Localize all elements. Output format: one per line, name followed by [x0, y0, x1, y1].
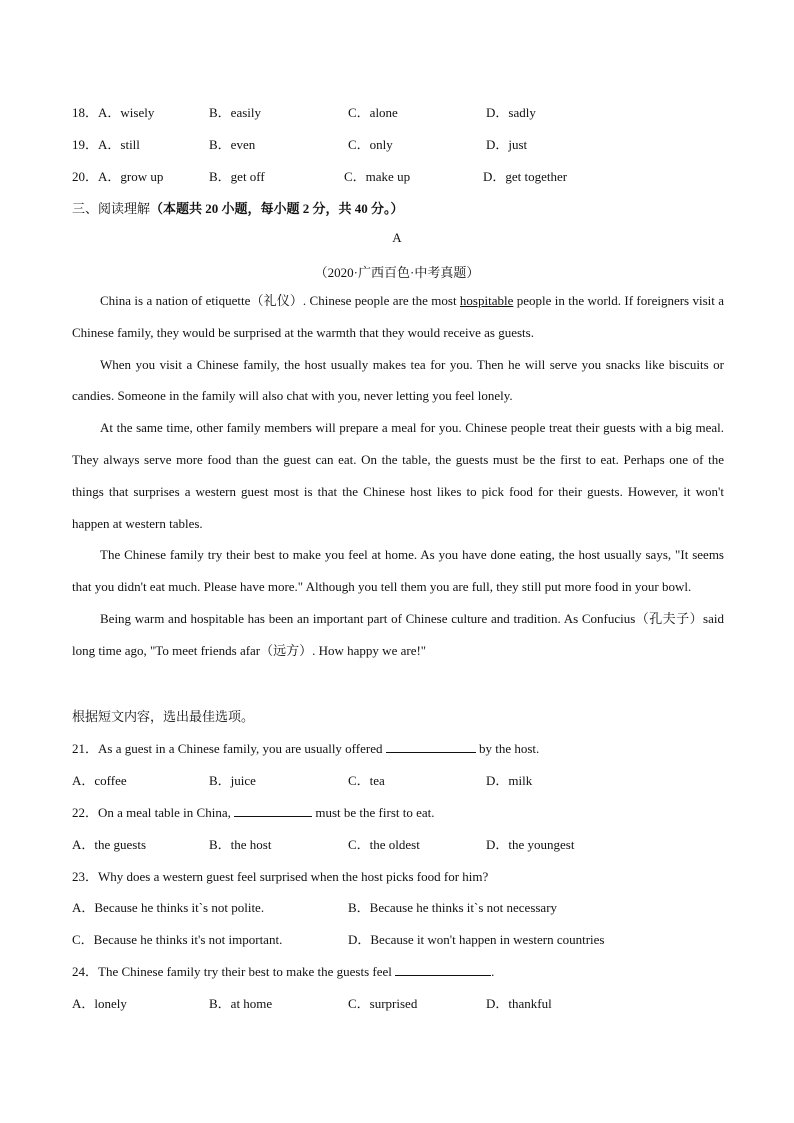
option-c: C．tea: [348, 773, 385, 788]
question-20: [72, 166, 163, 185]
paragraph-2: When you visit a Chinese family, the host usually makes tea for you. Then he will serve you snacks like biscuits or candies. Someone in the family will also chat with you, never letting you feel lonely.: [72, 356, 724, 404]
paragraph-3: At the same time, other family members will prepare a meal for you. Chinese people treat their guests with a big meal. They always serve more food than the guest can eat. On the table, the guests must be the first to eat. Perhaps one of the things that surprises a western guest most is that the Chinese host likes to pick food for their guests. However, it won't happen at western tables.: [72, 420, 724, 531]
option-c: C．the oldest: [348, 837, 420, 852]
paragraph-5: Being warm and hospitable has been an important part of Chinese culture and tradition. As Confucius（孔夫子）said long time ago, "To meet friends afar（远方）. How happy we are!": [72, 610, 724, 658]
option-a: A．grow up: [98, 169, 164, 184]
option-a: A．coffee: [72, 773, 127, 788]
section-detail: （本题共 20 小题，每小题 2 分，共 40 分。）: [150, 201, 404, 216]
option-b: B．Because he thinks it`s not necessary: [348, 900, 558, 915]
instruction: 根据短文内容，选出最佳选项。: [72, 709, 255, 724]
question-24-stem: 24．The Chinese family try their best to make the guests feel .: [72, 964, 495, 979]
option-d: D．the youngest: [486, 837, 575, 852]
option-c: C．make up: [344, 169, 411, 184]
option-a: A．the guests: [72, 837, 147, 852]
question-number: 18．: [72, 105, 99, 120]
option-b: B．even: [209, 137, 256, 152]
paragraph-4: The Chinese family try their best to make you feel at home. As you have done eating, the host usually says, "It seems that you didn't eat much. Please have more." Although you tell them you are full, they still put more food in your bowl.: [72, 547, 724, 595]
paragraph-1: China is a nation of etiquette（礼仪）. Chinese people are the most hospitable people in the world. If foreigners visit a Chinese family, they would be surprised at the warmth that they would receive as guests.: [72, 293, 724, 340]
option-c: C．only: [348, 137, 393, 152]
option-a: A．wisely: [98, 105, 155, 120]
option-b: B．easily: [209, 105, 261, 120]
question-23-stem: 23．Why does a western guest feel surprised when the host picks food for him?: [72, 869, 489, 884]
option-c: C．surprised: [348, 996, 418, 1011]
question-21-stem: 21．As a guest in a Chinese family, you are usually offered by the host.: [72, 741, 540, 756]
question-19: [72, 134, 140, 153]
option-c: C．Because he thinks it's not important.: [72, 932, 283, 947]
question-number: 20．: [72, 169, 99, 184]
option-d: D．sadly: [486, 105, 536, 120]
option-a: A．still: [98, 137, 140, 152]
option-d: D．milk: [486, 773, 533, 788]
option-d: D．just: [486, 137, 528, 152]
option-d: D．get together: [483, 169, 568, 184]
option-d: D．Because it won't happen in western countries: [348, 932, 605, 947]
answer-blank[interactable]: [234, 804, 312, 817]
option-d: D．thankful: [486, 996, 552, 1011]
answer-blank[interactable]: [395, 963, 491, 976]
option-c: C．alone: [348, 105, 398, 120]
option-a: A．lonely: [72, 996, 127, 1011]
question-18: [72, 102, 154, 121]
passage-body: [72, 285, 724, 667]
option-b: B．juice: [209, 773, 256, 788]
option-b: B．the host: [209, 837, 272, 852]
source-note: （2020·广西百色·中考真题）: [314, 265, 480, 280]
answer-blank[interactable]: [386, 740, 476, 753]
option-b: B．get off: [209, 169, 265, 184]
option-a: A．Because he thinks it`s not polite.: [72, 900, 265, 915]
question-number: 19．: [72, 137, 99, 152]
section-heading: [72, 198, 404, 217]
section-title: 三、阅读理解: [72, 201, 151, 216]
passage-label: A: [392, 230, 402, 245]
question-22-stem: 22．On a meal table in China, must be the first to eat.: [72, 805, 435, 820]
option-b: B．at home: [209, 996, 273, 1011]
underlined-word: hospitable: [459, 293, 514, 308]
